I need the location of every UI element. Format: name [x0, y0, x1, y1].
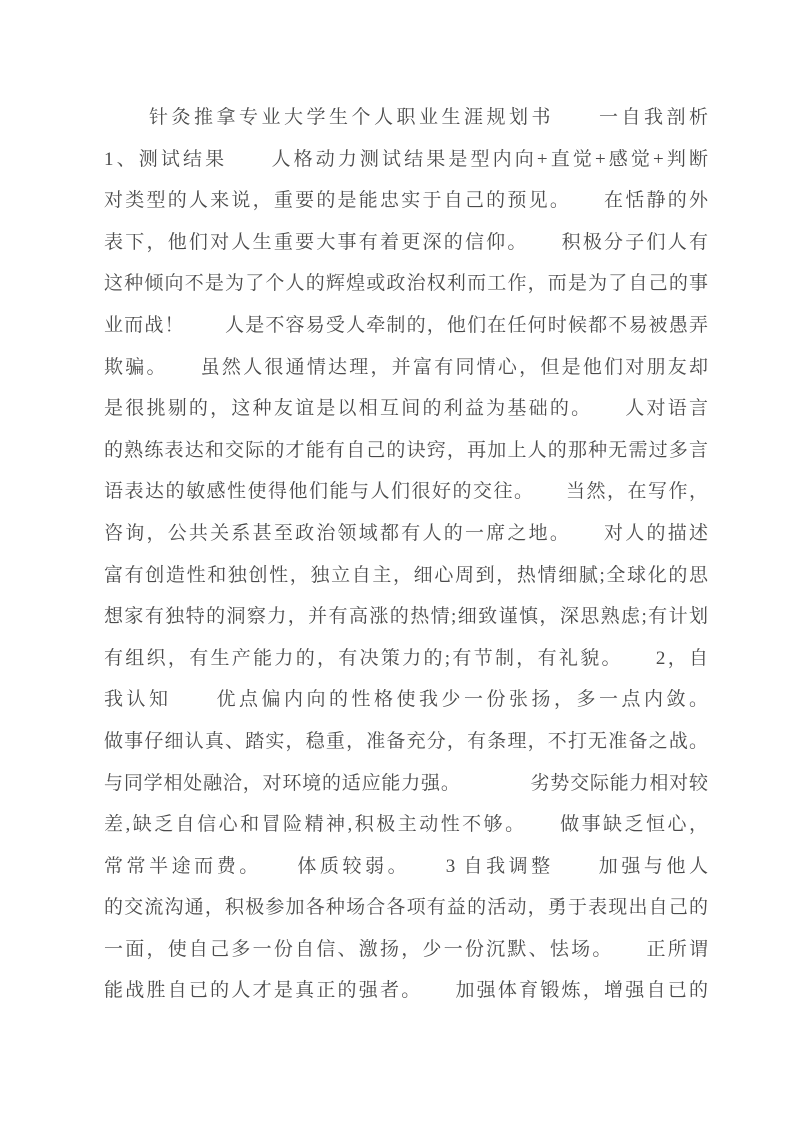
text-line: 的熟练表达和交际的才能有自己的诀窍，再加上人的那种无需过多言	[104, 439, 708, 461]
text-line: 咨询，公共关系甚至政治领域都有人的一席之地。 对人的描述	[104, 522, 708, 544]
text-line: 富有创造性和独创性，独立自主，细心周到，热情细腻;全球化的思	[104, 564, 708, 586]
text-line: 的交流沟通，积极参加各种场合各项有益的活动，勇于表现出自己的	[104, 897, 708, 919]
text-line: 能战胜自已的人才是真正的强者。 加强体育锻炼，增强自已的	[104, 980, 708, 1002]
text-line: 语表达的敏感性使得他们能与人们很好的交往。 当然，在写作，	[104, 481, 708, 503]
text-line: 表下，他们对人生重要大事有着更深的信仰。 积极分子们人有	[104, 231, 708, 253]
text-block	[104, 97, 708, 1012]
text-line: 做事仔细认真、踏实，稳重，准备充分，有条理，不打无准备之战。	[104, 730, 708, 752]
text-line: 与同学相处融洽，对环境的适应能力强。 劣势交际能力相对较	[104, 772, 708, 794]
text-line: 这种倾向不是为了个人的辉煌或政治权利而工作，而是为了自己的事	[104, 273, 708, 295]
text-line: 欺骗。 虽然人很通情达理，并富有同情心，但是他们对朋友却	[104, 356, 708, 378]
text-line: 1、测试结果 人格动力测试结果是型内向+直觉+感觉+判断	[104, 148, 708, 170]
text-line: 是很挑剔的，这种友谊是以相互间的利益为基础的。 人对语言	[104, 398, 708, 420]
text-line: 差,缺乏自信心和冒险精神,积极主动性不够。 做事缺乏恒心，	[104, 814, 708, 836]
text-line: 想家有独特的洞察力，并有高涨的热情;细致谨慎，深思熟虑;有计划	[104, 606, 708, 628]
text-line: 有组织，有生产能力的，有决策力的;有节制，有礼貌。 2，自	[104, 647, 708, 669]
text-line: 针灸推拿专业大学生个人职业生涯规划书 一自我剖析	[104, 107, 708, 128]
text-line: 我认知 优点偏内向的性格使我少一份张扬，多一点内敛。	[104, 689, 708, 711]
text-line: 对类型的人来说，重要的是能忠实于自己的预见。 在恬静的外	[104, 190, 708, 212]
text-line: 常常半途而费。 体质较弱。 3 自我调整 加强与他人	[104, 855, 708, 877]
text-line: 一面，使自己多一份自信、激扬，少一份沉默、怯场。 正所谓	[104, 938, 708, 960]
text-line: 业而战！ 人是不容易受人牵制的，他们在任何时候都不易被愚弄	[104, 314, 708, 336]
